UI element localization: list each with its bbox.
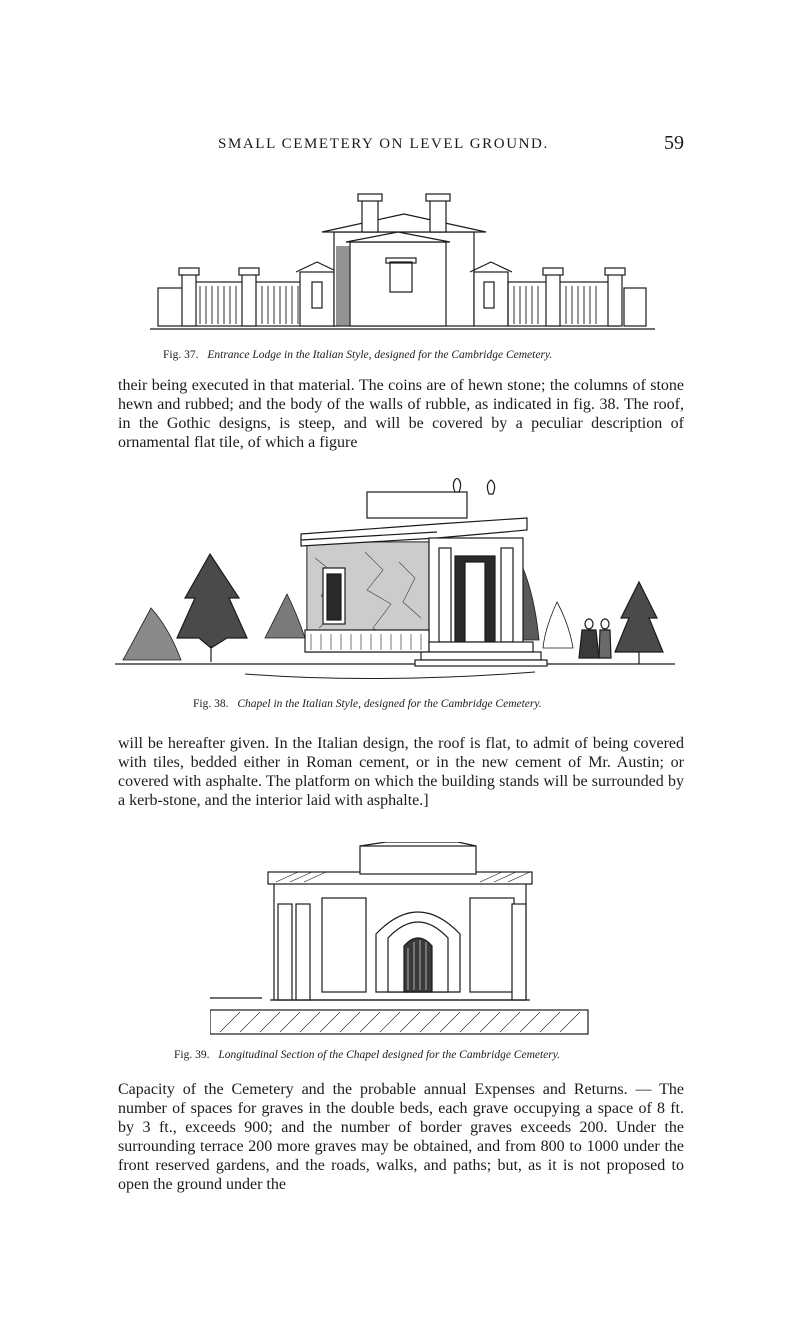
figure-38-caption — [193, 698, 542, 710]
chapel-section-illustration — [210, 842, 590, 1038]
body-paragraph-1: their being executed in that material. The coins are of hewn stone; the columns of stone hewn and rubbed; and the body of the walls of rubble, as indicated in fig. 38. The roof, in the Gothic designs, is steep, and will be covered by a peculiar description of ornamental flat tile, of which a figure — [118, 377, 684, 451]
entrance-lodge-illustration — [150, 186, 655, 336]
page-number: 59 — [664, 132, 684, 154]
figure-37-caption — [163, 349, 552, 361]
figure-38-label: Fig. 38. — [193, 698, 229, 710]
figure-39-label: Fig. 39. — [174, 1049, 210, 1061]
figure-37-caption-text: Entrance Lodge in the Italian Style, designed for the Cambridge Cemetery. — [207, 349, 553, 361]
figure-39-caption — [174, 1049, 560, 1061]
figure-39-caption-text: Longitudinal Section of the Chapel designed for the Cambridge Cemetery. — [218, 1049, 561, 1061]
figure-38-caption-text: Chapel in the Italian Style, designed for the Cambridge Cemetery. — [237, 698, 542, 710]
body-paragraph-3: Capacity of the Cemetery and the probable annual Expenses and Returns. — The number of spaces for graves in the double beds, each grave occupying a space of 8 ft. by 3 ft., exceeds 900; and the number of border graves exceeds 200. Under the surrounding terrace 200 more graves may be obtained, and from 800 to 1000 under the front reserved gardens, and the roads, walks, and paths; but, as it is not proposed to open the ground under the — [118, 1081, 684, 1193]
page-header — [118, 134, 684, 158]
body-paragraph-2: will be hereafter given. In the Italian design, the roof is flat, to admit of being covered with tiles, bedded either in Roman cement, or in the new cement of Mr. Austin; or covered with asphalte. The platform on which the building stands will be surrounded by a kerb-stone, and the interior laid with asphalte.] — [118, 735, 684, 809]
chapel-illustration — [115, 478, 675, 690]
running-title: SMALL CEMETERY ON LEVEL GROUND. — [218, 136, 549, 152]
figure-37-label: Fig. 37. — [163, 349, 199, 361]
